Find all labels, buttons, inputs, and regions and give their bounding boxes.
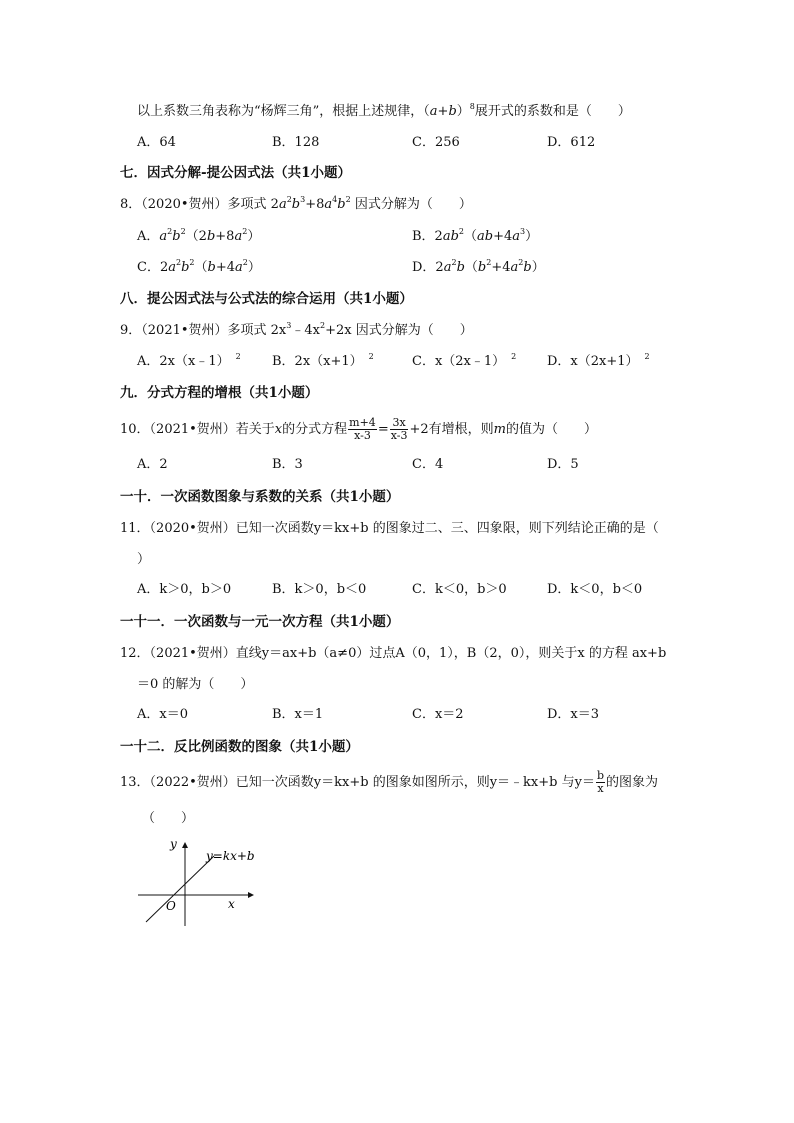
q10-option-b: B．3 [272, 457, 303, 472]
y-axis-label: y [170, 837, 177, 851]
x-axis-label: x [228, 897, 235, 911]
q8-stem-b: 因式分解为（ ） [354, 197, 472, 212]
origin-label: O [166, 899, 176, 913]
line-label: y=kx+b [206, 849, 255, 863]
q9-option-c [412, 353, 516, 371]
q10-stem-d: 的值为（ ） [505, 422, 597, 437]
question-13-line2: （ ） [142, 811, 195, 826]
q10-stem-a: 10．（2021•贺州）若关于 [120, 422, 275, 437]
q10-option-a: A．2 [137, 457, 168, 472]
question-10-stem: 10．（2021•贺州）若关于x的分式方程 $\frac{m+4}{x-3}$ = $\frac{3x}{x-3}$ +2有增根，则m的值为（ ） [120, 416, 597, 442]
q9-b-sq: 2 [368, 352, 374, 361]
q10-fraction-2 [390, 417, 409, 442]
q11-option-d: D．k＜0，b＜0 [547, 582, 643, 597]
section-heading-9: 九．分式方程的增根（共1小题） [120, 385, 319, 401]
q9-option-a [137, 353, 241, 371]
q13-fraction [596, 770, 605, 795]
intro-ab: a+b [429, 104, 457, 119]
y-axis-arrow-icon [182, 842, 188, 848]
q10-option-c: C．4 [412, 457, 444, 472]
q11-option-a: A．k＞0，b＞0 [137, 582, 232, 597]
q12-option-d: D．x＝3 [547, 707, 600, 722]
question-9-stem: 9．（2021•贺州）多项式 $2x^3﹣4x^2+2x$ 因式分解为（ ） [120, 321, 473, 338]
q11-option-b: B．k＞0，b＜0 [272, 582, 367, 597]
q8-option-c: C．$2a^2b^2(b+4a^2)$ [137, 258, 261, 275]
question-13-stem [120, 770, 658, 795]
q9-a-sq: 2 [235, 352, 241, 361]
intro-post: 展开式的系数和是（ ） [474, 104, 631, 119]
q9-option-b [272, 353, 374, 371]
q10-option-d: D．5 [547, 457, 579, 472]
q8-c-label: C．2 [137, 260, 169, 275]
q9-stem-c: +2x 因式分解为（ ） [325, 323, 473, 338]
question-12-line2: ＝0 的解为（ ） [137, 677, 254, 692]
section-heading-11: 一十一．一次函数与一元一次方程（共1小题） [120, 614, 400, 630]
q12-option-c: C．x＝2 [412, 707, 464, 722]
function-line [146, 856, 214, 922]
q10-stem-c: +2有增根，则 [409, 422, 494, 437]
q8-a-label: A． [137, 229, 160, 244]
q8-option-b: B．$2ab^2(ab+4a^3)$ [412, 227, 539, 244]
question-8-stem: 8．（2020•贺州）多项式 $2a^2b^3+8a^4b^2$ 因式分解为（ ） [120, 195, 472, 212]
q9-stem-a: 9．（2021•贺州）多项式 2x [120, 323, 287, 338]
linear-function-graph [130, 834, 280, 934]
section-heading-8: 八．提公因式法与公式法的综合运用（共1小题） [120, 291, 413, 307]
q13-stem-a: 13．（2022•贺州）已知一次函数y＝kx+b 的图象如图所示，则y＝﹣kx+b 与y＝ [120, 775, 595, 790]
q10-eq: = [377, 422, 389, 437]
q9-d-sq: 2 [644, 352, 650, 361]
q10-fraction-1 [348, 417, 377, 442]
question-11-line2: ） [137, 552, 151, 567]
q9-stem-b: ﹣4x [291, 323, 320, 338]
intro-option-c: C．256 [412, 135, 460, 150]
q10-den1: x-3 [354, 429, 371, 442]
q10-num1: m+4 [349, 416, 376, 429]
question-11-line1: 11．（2020•贺州）已知一次函数y＝kx+b 的图象过二、三、四象限，则下列结论正确的是（ [120, 521, 659, 536]
intro-text: 以上系数三角表称为“杨辉三角”，根据上述规律，（ [137, 104, 430, 119]
q8-stem-a: 8．（2020•贺州）多项式 2 [120, 197, 279, 212]
q10-stem-b: 的分式方程 [282, 422, 348, 437]
q10-num2: 3x [390, 417, 409, 430]
q8-d-label: D．2 [412, 260, 444, 275]
question-12-line1: 12．（2021•贺州）直线y＝ax+b（a≠0）过点A（0，1），B（2，0），则关于x 的方程 ax+b [120, 646, 667, 661]
q9-c: C．x（2x﹣1） [412, 354, 506, 369]
q12-option-a: A．x＝0 [137, 707, 188, 722]
q9-a: A．2x（x﹣1） [137, 354, 230, 369]
q12-option-b: B．x＝1 [272, 707, 324, 722]
q8-option-a: A．$a^2b^2(2b+8a^2)$ [137, 227, 261, 244]
intro-option-a: A．64 [137, 135, 176, 150]
intro-close: ） [456, 104, 470, 119]
q13-fnum: b [596, 769, 604, 782]
section-heading-12: 一十二．反比例函数的图象（共1小题） [120, 739, 359, 755]
intro-option-b: B．128 [272, 135, 320, 150]
q10-den2: x-3 [390, 429, 408, 442]
q9-d: D．x（2x+1） [547, 354, 639, 369]
q13-fden: x [597, 782, 604, 795]
intro-exponent: 8 [469, 102, 475, 111]
intro-option-d: D．612 [547, 135, 596, 150]
section-heading-7: 七．因式分解-提公因式法（共1小题） [120, 165, 351, 181]
x-axis-arrow-icon [248, 892, 254, 898]
q11-option-c: C．k＜0，b＞0 [412, 582, 507, 597]
q9-option-d [547, 353, 650, 371]
intro-line [137, 103, 631, 121]
q9-c-sq: 2 [511, 352, 517, 361]
q13-stem-b: 的图象为 [606, 775, 659, 790]
section-heading-10: 一十．一次函数图象与系数的关系（共1小题） [120, 489, 400, 505]
q8-b-label: B．2 [412, 229, 443, 244]
q8-option-d: D．$2a^2b(b^2+4a^2b)$ [412, 258, 545, 275]
q9-b: B．2x（x+1） [272, 354, 363, 369]
